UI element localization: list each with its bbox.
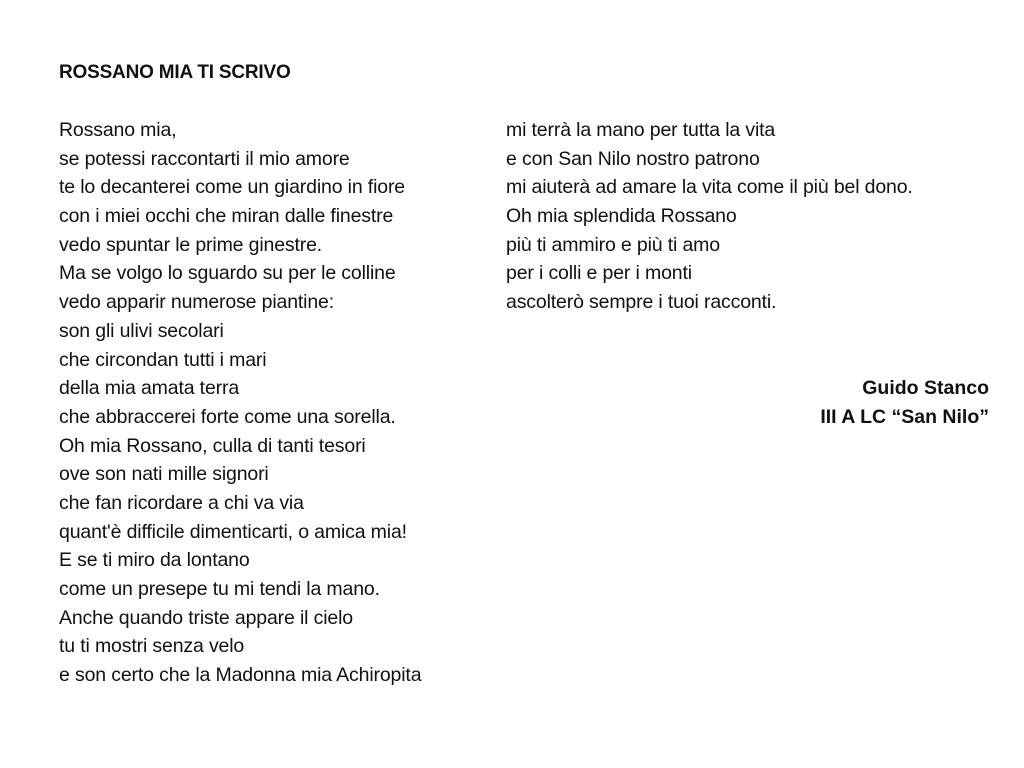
poem-line: vedo apparir numerose piantine:	[59, 291, 335, 314]
poem-line: Rossano mia,	[59, 119, 177, 141]
poem-line: E se ti miro da lontano	[59, 549, 250, 572]
author-signature	[820, 374, 989, 431]
poem-line: che circondan tutti i mari	[59, 348, 267, 371]
poem-line: Oh mia splendida Rossano	[506, 205, 737, 228]
poem-line: della mia amata terra	[59, 377, 240, 400]
poem-line: tu ti mostri senza velo	[59, 635, 245, 658]
poem-column-right	[506, 116, 1006, 317]
poem-line: quant'è difficile dimenticarti, o amica mia!	[59, 520, 407, 543]
poem-line: e con San Nilo nostro patrono	[506, 147, 760, 170]
poem-line: con i miei occhi che miran dalle finestre	[59, 205, 394, 228]
poem-line: che abbraccerei forte come una sorella.	[59, 405, 396, 428]
poem-line: vedo spuntar le prime ginestre.	[59, 233, 323, 256]
poem-line: se potessi raccontarti il mio amore	[59, 147, 350, 170]
poem-line: e son certo che la Madonna mia Achiropita	[59, 664, 422, 687]
poem-title: ROSSANO MIA TI SCRIVO	[59, 62, 291, 83]
poem-line: son gli ulivi secolari	[59, 319, 224, 342]
poem-line: come un presepe tu mi tendi la mano.	[59, 578, 380, 600]
poem-line: ascolterò sempre i tuoi racconti.	[506, 291, 777, 314]
poem-line: Anche quando triste appare il cielo	[59, 606, 353, 629]
author-name: Guido Stanco	[862, 377, 989, 399]
poem-line: per i colli e per i monti	[506, 262, 692, 285]
poem-line: mi terrà la mano per tutta la vita	[506, 119, 776, 141]
poem-line: mi aiuterà ad amare la vita come il più bel dono.	[506, 176, 913, 199]
poem-line: ove son nati mille signori	[59, 463, 269, 486]
poem-column-left	[59, 116, 499, 690]
poem-line: te lo decanterei come un giardino in fiore	[59, 176, 405, 199]
poem-line: Oh mia Rossano, culla di tanti tesori	[59, 434, 366, 457]
poem-line: più ti ammiro e più ti amo	[506, 233, 720, 256]
author-class: III A LC “San Nilo”	[820, 405, 989, 428]
poem-line: che fan ricordare a chi va via	[59, 491, 304, 514]
poem-line: Ma se volgo lo sguardo su per le colline	[59, 262, 396, 285]
